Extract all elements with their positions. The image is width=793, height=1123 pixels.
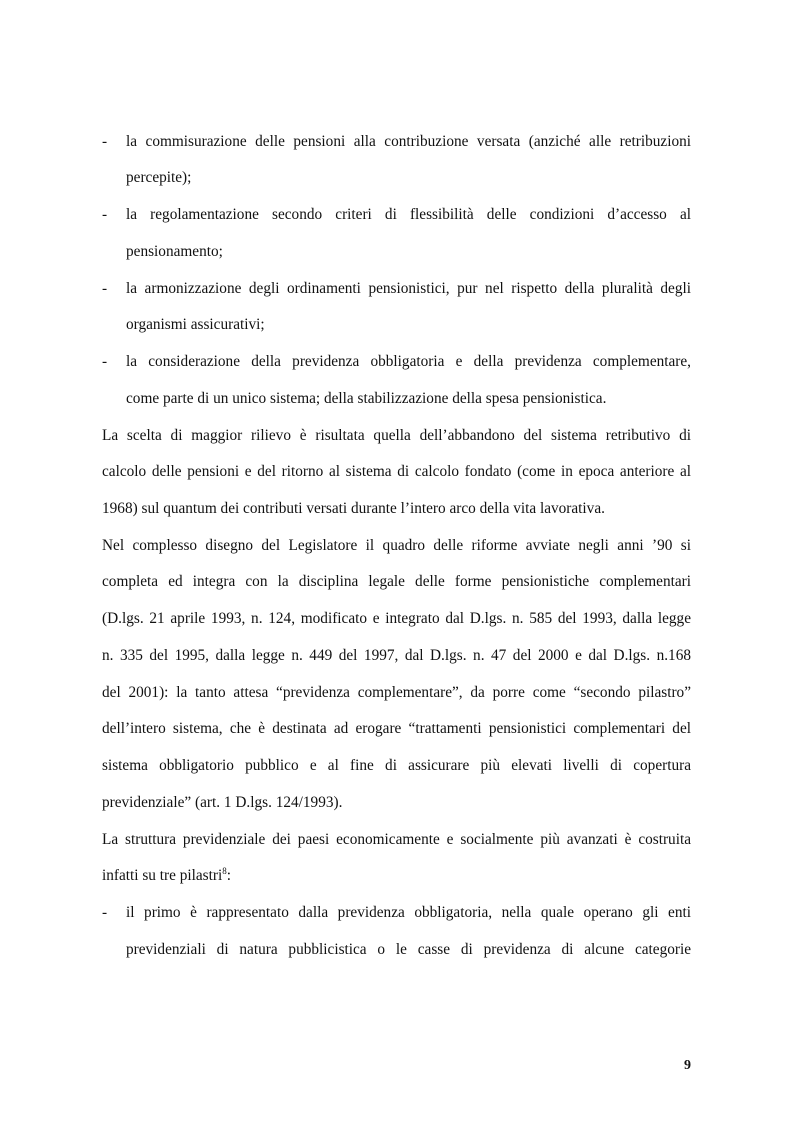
bullet-2-line-1: la regolamentazione secondo criteri di flessibilità delle condizioni d’accesso al	[126, 206, 691, 223]
paragraph-1-line-1: La scelta di maggior rilievo è risultata quella dell’abbandono del sistema retributivo di	[102, 427, 691, 444]
bullet-1-line-1: la commisurazione delle pensioni alla contribuzione versata (anziché alle retribuzioni	[126, 133, 691, 150]
bullet-1-line-2: percepite);	[126, 169, 192, 186]
paragraph-2-line-2: completa ed integra con la disciplina legale delle forme pensionistiche complementari	[102, 573, 691, 590]
bullet-5-line-2: previdenziali di natura pubblicistica o le casse di previdenza di alcune categorie	[126, 941, 691, 958]
paragraph-3-line-2	[102, 866, 231, 886]
bullet-dash: -	[102, 206, 108, 223]
bullet-dash: -	[102, 280, 108, 297]
paragraph-3-text: infatti su tre pilastri	[102, 867, 223, 884]
paragraph-2-line-6: dell’intero sistema, che è destinata ad erogare “trattamenti pensionistici complementari del	[102, 720, 691, 737]
bullet-3-line-2: organismi assicurativi;	[126, 316, 265, 333]
bullet-5-line-1: il primo è rappresentato dalla previdenza obbligatoria, nella quale operano gli enti	[126, 904, 691, 921]
bullet-dash: -	[102, 133, 108, 150]
paragraph-2-line-1: Nel complesso disegno del Legislatore il quadro delle riforme avviate negli anni ’90 si	[102, 537, 691, 554]
paragraph-2-line-5: del 2001): la tanto attesa “previdenza complementare”, da porre come “secondo pilastro”	[102, 684, 691, 701]
paragraph-3-colon: :	[226, 867, 231, 884]
bullet-dash: -	[102, 353, 108, 370]
paragraph-1-line-3: 1968) sul quantum dei contributi versati durante l’intero arco della vita lavorativa.	[102, 500, 605, 517]
paragraph-2-line-4: n. 335 del 1995, dalla legge n. 449 del 1997, dal D.lgs. n. 47 del 2000 e dal D.lgs. n.168	[102, 647, 691, 664]
bullet-2-line-2: pensionamento;	[126, 243, 223, 260]
footnote-ref[interactable]: 8	[222, 865, 227, 876]
page-number: 9	[684, 1058, 691, 1073]
bullet-4-line-2: come parte di un unico sistema; della stabilizzazione della spesa pensionistica.	[126, 390, 607, 407]
bullet-3-line-1: la armonizzazione degli ordinamenti pensionistici, pur nel rispetto della pluralità degli	[126, 280, 691, 297]
paragraph-2-line-8: previdenziale” (art. 1 D.lgs. 124/1993).	[102, 794, 343, 811]
paragraph-1-line-2: calcolo delle pensioni e del ritorno al sistema di calcolo fondato (come in epoca anteriore al	[102, 463, 691, 480]
paragraph-3-line-1: La struttura previdenziale dei paesi economicamente e socialmente più avanzati è costruita	[102, 831, 691, 848]
bullet-4-line-1: la considerazione della previdenza obbligatoria e della previdenza complementare,	[126, 353, 691, 370]
paragraph-2-line-7: sistema obbligatorio pubblico e al fine di assicurare più elevati livelli di copertura	[102, 757, 691, 774]
paragraph-2-line-3: (D.lgs. 21 aprile 1993, n. 124, modificato e integrato dal D.lgs. n. 585 del 1993, dalla legge	[102, 610, 691, 627]
bullet-dash: -	[102, 904, 108, 921]
